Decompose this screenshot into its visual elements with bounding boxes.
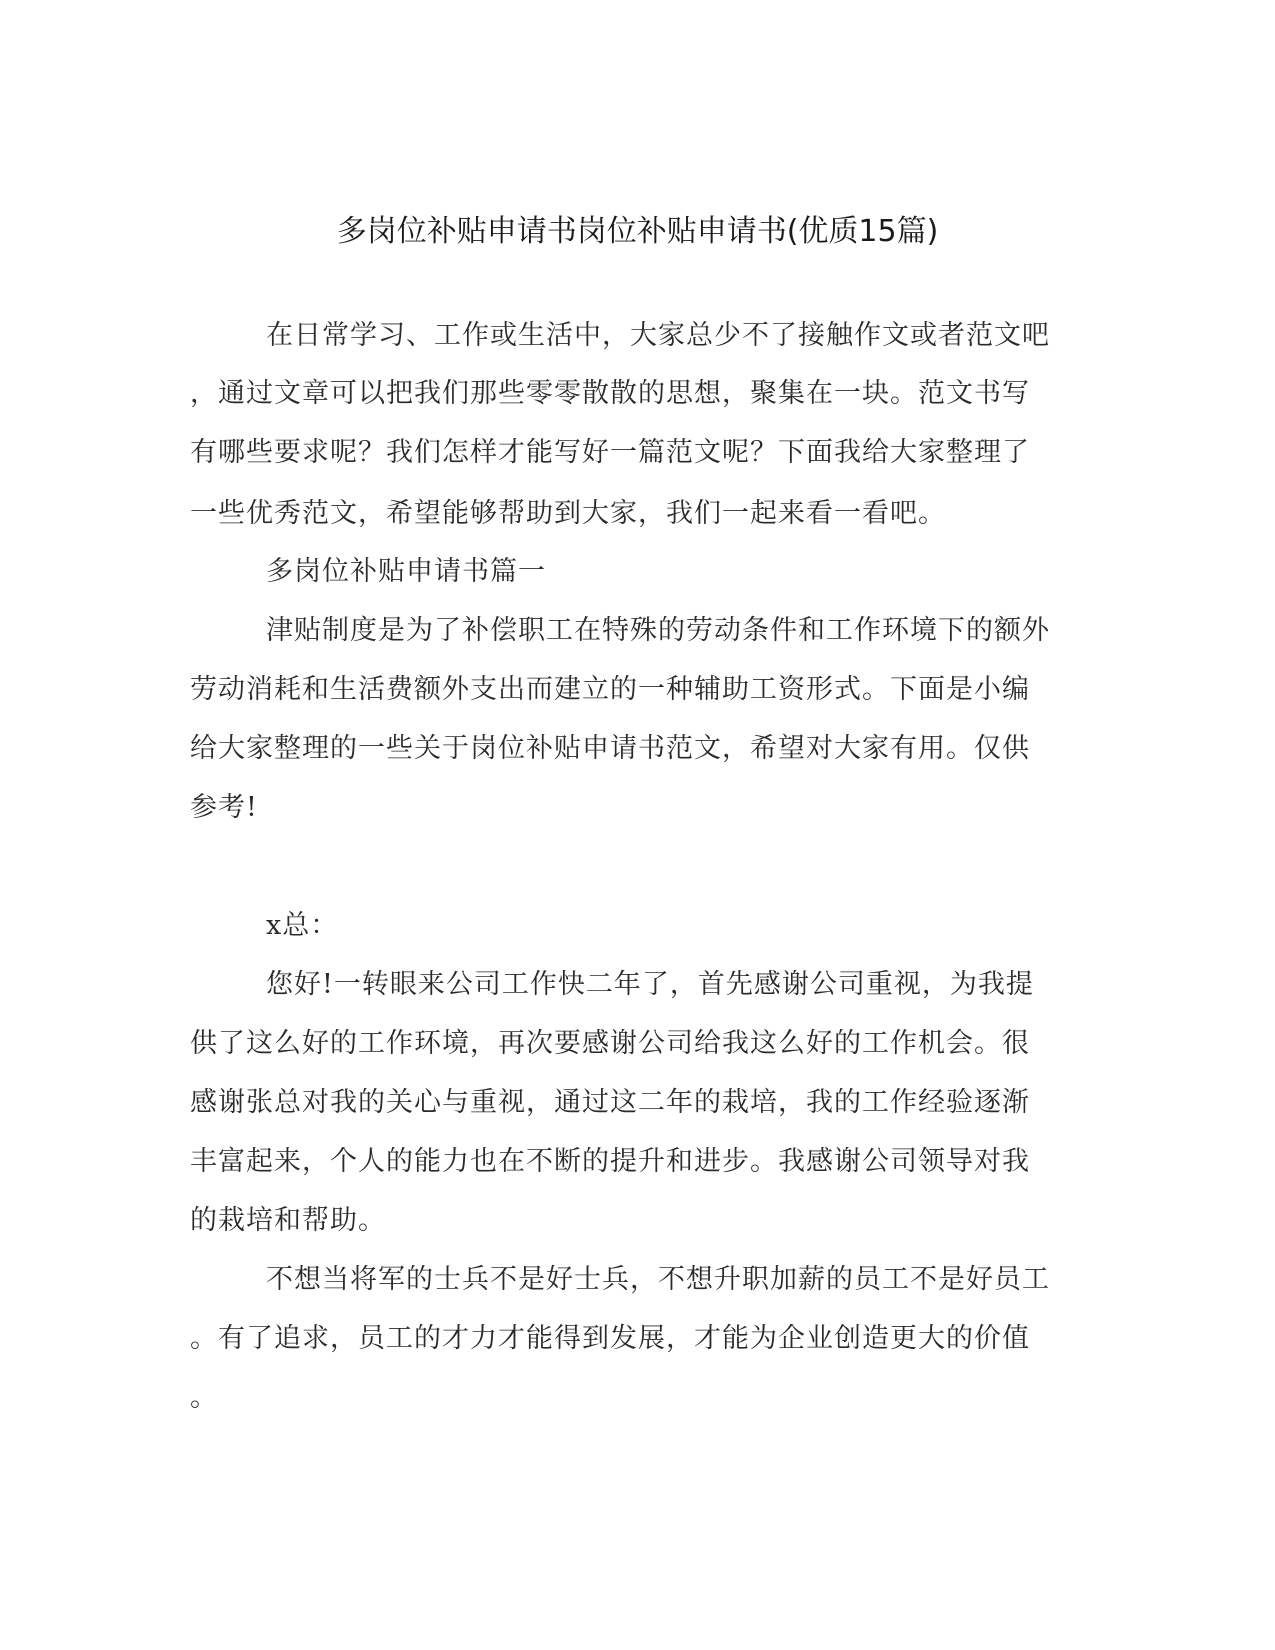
section-heading: 多岗位补贴申请书篇一 (266, 556, 546, 587)
paragraph-greeting-line-2: 供了这么好的工作环境，再次要感谢公司给我这么好的工作机会。很 (190, 1028, 1030, 1059)
paragraph-greeting-line-5: 的栽培和帮助。 (190, 1205, 386, 1236)
paragraph-allowance-line-4: 参考! (190, 792, 258, 823)
paragraph-intro-line-4: 一些优秀范文，希望能够帮助到大家，我们一起来看一看吧。 (190, 498, 946, 529)
paragraph-greeting-line-1: 您好!一转眼来公司工作快二年了，首先感谢公司重视，为我提 (266, 969, 1034, 1000)
paragraph-allowance-line-3: 给大家整理的一些关于岗位补贴申请书范文，希望对大家有用。仅供 (190, 733, 1030, 764)
paragraph-allowance-line-1: 津贴制度是为了补偿职工在特殊的劳动条件和工作环境下的额外 (266, 615, 1050, 646)
paragraph-greeting-line-3: 感谢张总对我的关心与重视，通过这二年的栽培，我的工作经验逐渐 (190, 1087, 1030, 1118)
paragraph-ambition-line-1: 不想当将军的士兵不是好士兵，不想升职加薪的员工不是好员工 (266, 1264, 1050, 1295)
paragraph-intro-line-1: 在日常学习、工作或生活中，大家总少不了接触作文或者范文吧 (266, 320, 1050, 351)
paragraph-greeting-line-4: 丰富起来，个人的能力也在不断的提升和进步。我感谢公司领导对我 (190, 1146, 1030, 1177)
paragraph-intro-line-3: 有哪些要求呢？我们怎样才能写好一篇范文呢？下面我给大家整理了 (190, 437, 1030, 468)
paragraph-allowance-line-2: 劳动消耗和生活费额外支出而建立的一种辅助工资形式。下面是小编 (190, 674, 1030, 705)
paragraph-ambition-line-2: 。有了追求，员工的才力才能得到发展，才能为企业创造更大的价值 (190, 1323, 1030, 1354)
document-title: 多岗位补贴申请书岗位补贴申请书(优质15篇) (336, 214, 939, 249)
salutation: x总： (266, 910, 339, 941)
paragraph-ambition-line-3: 。 (190, 1382, 218, 1413)
paragraph-intro-line-2: ，通过文章可以把我们那些零零散散的思想，聚集在一块。范文书写 (190, 378, 1030, 409)
